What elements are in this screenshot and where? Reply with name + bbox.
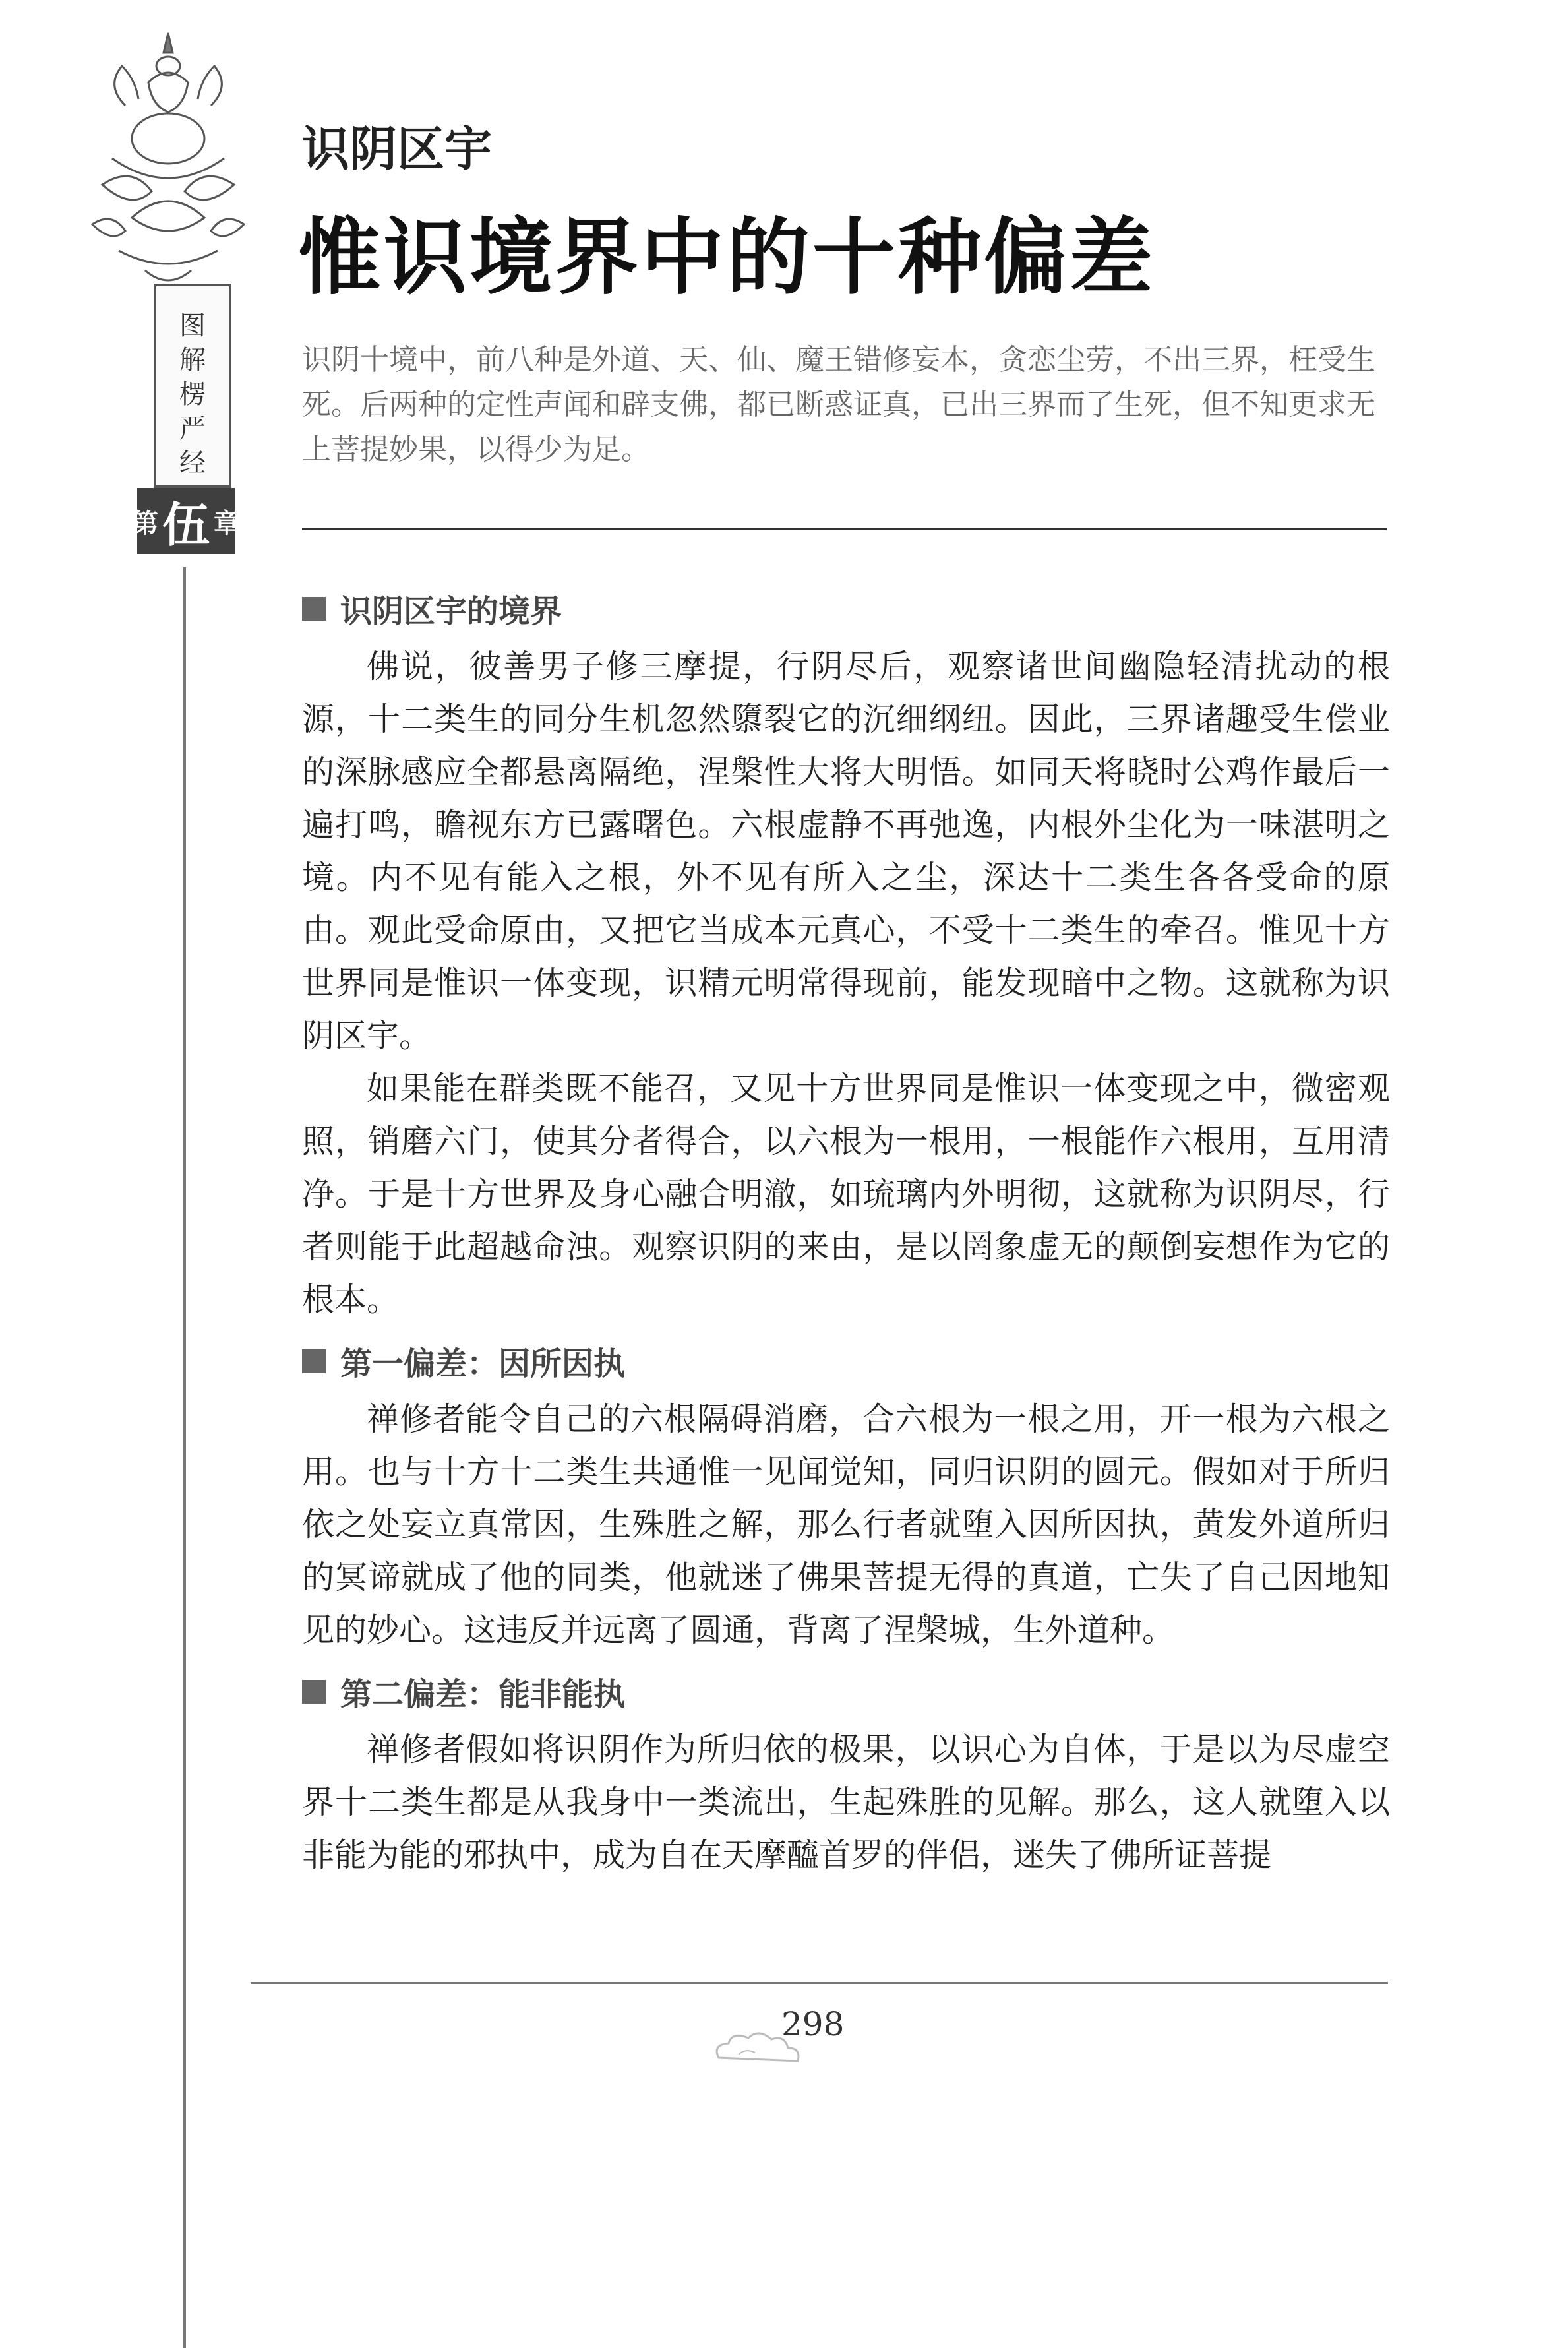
book-title-char: 楞 bbox=[179, 379, 206, 410]
header-divider bbox=[302, 528, 1387, 530]
book-title-tab bbox=[154, 284, 231, 488]
chapter-prefix: 第 bbox=[132, 508, 158, 539]
vajra-lotus-ornament-icon bbox=[86, 26, 251, 303]
book-title-char: 图 bbox=[179, 311, 206, 341]
square-bullet-icon bbox=[302, 1349, 326, 1373]
section-heading bbox=[302, 1669, 1390, 1714]
chapter-suffix: 章 bbox=[214, 508, 241, 539]
section-heading-text: 第一偏差：因所因执 bbox=[340, 1345, 626, 1382]
body-paragraph: 佛说，彼善男子修三摩提，行阴尽后，观察诸世间幽隐轻清扰动的根源，十二类生的同分生机忽然隳裂它的沉细纲纽。因此，三界诸趣受生偿业的深脉感应全都悬离隔绝，涅槃性大将大明悟。如同天将晓时公鸡作最后一遍打鸣，瞻视东方已露曙色。六根虚静不再弛逸，内根外尘化为一味湛明之境。内不见有能入之根，外不见有所入之尘，深达十二类生各各受命的原由。观此受命原由，又把它当成本元真心，不受十二类生的牵召。惟见十方世界同是惟识一体变现，识精元明常得现前，能发现暗中之物。这就称为识阴区宇。 bbox=[302, 648, 1390, 1055]
book-title-char: 经 bbox=[179, 448, 206, 478]
section-heading-text: 识阴区宇的境界 bbox=[340, 593, 562, 630]
book-title-char: 解 bbox=[179, 345, 206, 375]
body-paragraph: 如果能在群类既不能召，又见十方世界同是惟识一体变现之中，微密观照，销磨六门，使其分者得合，以六根为一根用，一根能作六根用，互用清净。于是十方世界及身心融合明澈，如琉璃内外明彻，这就称为识阴尽，行者则能于此超越命浊。观察识阴的来由，是以罔象虚无的颠倒妄想作为它的根本。 bbox=[302, 1070, 1390, 1318]
body-paragraph: 禅修者假如将识阴作为所归依的极果，以识心为自体，于是以为尽虚空界十二类生都是从我身中一类流出，生起殊胜的见解。那么，这人就堕入以非能为能的邪执中，成为自在天摩醯首罗的伴侣，迷失了佛所证菩提 bbox=[302, 1731, 1390, 1874]
section-heading bbox=[302, 586, 1390, 631]
main-content bbox=[302, 574, 1390, 1882]
intro-paragraph: 识阴十境中，前八种是外道、天、仙、魔王错修妄本，贪恋尘劳，不出三界，枉受生死。后两种的定性声闻和辟支佛，都已断惑证真，已出三界而了生死，但不知更求无上菩提妙果，以得少为足。 bbox=[302, 343, 1375, 466]
footer-rule bbox=[251, 1982, 1388, 1984]
square-bullet-icon bbox=[302, 1680, 326, 1704]
section-heading-text: 第二偏差：能非能执 bbox=[340, 1676, 626, 1713]
chapter-badge bbox=[132, 488, 241, 554]
left-margin-rule bbox=[183, 567, 186, 2348]
book-title-char: 严 bbox=[179, 414, 206, 444]
chapter-number: 伍 bbox=[162, 497, 210, 553]
page-number: 298 bbox=[781, 2005, 845, 2043]
square-bullet-icon bbox=[302, 597, 326, 621]
body-paragraph: 禅修者能令自己的六根隔碍消磨，合六根为一根之用，开一根为六根之用。也与十方十二类生共通惟一见闻觉知，同归识阴的圆元。假如对于所归依之处妄立真常因，生殊胜之解，那么行者就堕入因所因执，黄发外道所归的冥谛就成了他的同类，他就迷了佛果菩提无得的真道，亡失了自己因地知见的妙心。这违反并远离了圆通，背离了涅槃城，生外道种。 bbox=[302, 1400, 1390, 1649]
section-heading bbox=[302, 1338, 1390, 1384]
page-title: 惟识境界中的十种偏差 bbox=[298, 209, 1155, 306]
page-subtitle: 识阴区宇 bbox=[302, 121, 493, 177]
